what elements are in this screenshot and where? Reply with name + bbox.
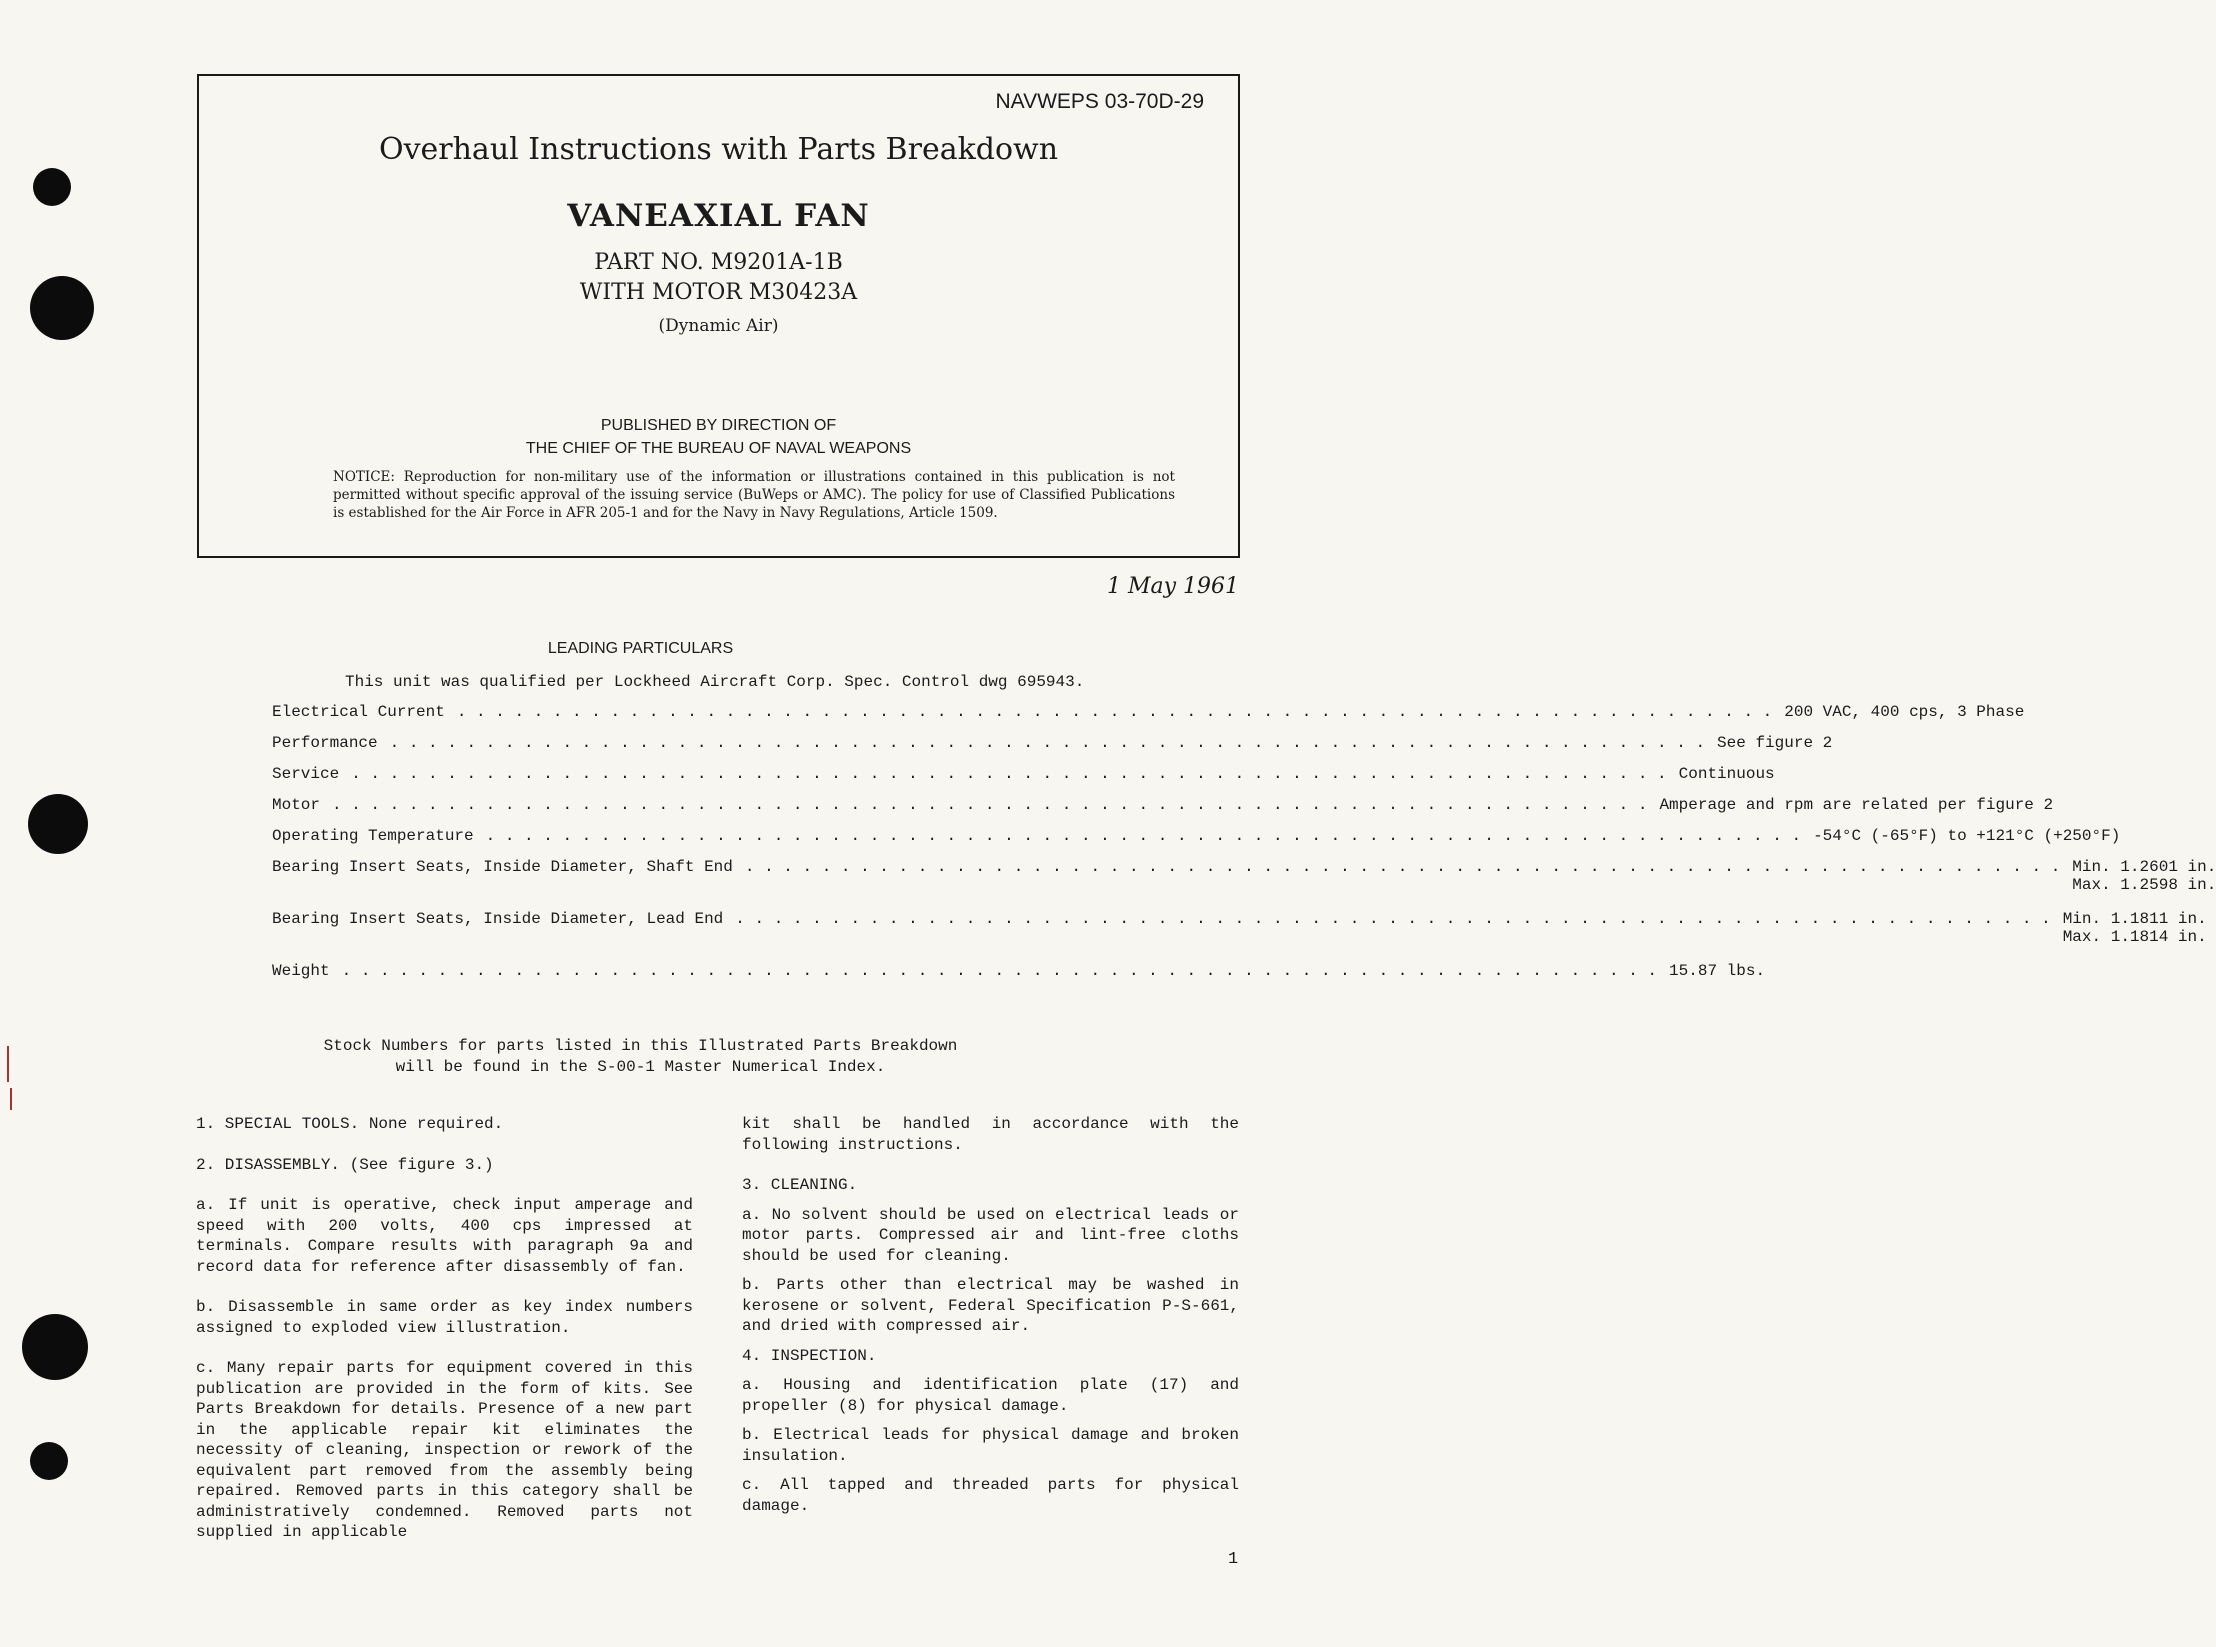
left-column (196, 1114, 693, 1563)
min-value: Min. 1.1811 in. (2062, 910, 2207, 928)
section-cleaning: 3. CLEANING. (742, 1176, 858, 1194)
paragraph-2c-continued: kit shall be handled in accordance with the following instructions. (742, 1115, 1239, 1154)
particulars-row (272, 796, 2054, 827)
publication-line: THE CHIEF OF THE BUREAU OF NAVAL WEAPONS (525, 440, 912, 457)
particulars-row (272, 734, 1833, 765)
section-special-tools: 1. SPECIAL TOOLS. None required. (196, 1115, 504, 1133)
particular-label: Electrical Current (272, 703, 445, 721)
paragraph-2b: b. Disassemble in same order as key index numbers assigned to exploded view illustration. (196, 1298, 693, 1337)
leader-dots: . . . . . . . . . . . . . . . . . . . . . . . . . . . . . . . . . . . . . . . . . . . . . . . . . . . . . . . . . . . . . . . . . . . . . (351, 765, 1667, 783)
binder-hole (33, 168, 71, 206)
particular-value: -54°C (-65°F) to +121°C (+250°F) (1813, 827, 2121, 845)
leader-dots: . . . . . . . . . . . . . . . . . . . . . . . . . . . . . . . . . . . . . . . . . . . . . . . . . . . . . . . . . . . . . . . . . . . . . (485, 827, 1802, 845)
particular-value: 200 VAC, 400 cps, 3 Phase (1784, 703, 2025, 721)
particular-label: Bearing Insert Seats, Inside Diameter, Lead End (272, 910, 724, 928)
particular-value: Amperage and rpm are related per figure 2 (1659, 796, 2054, 814)
binder-hole (30, 1442, 68, 1480)
leader-dots: . . . . . . . . . . . . . . . . . . . . . . . . . . . . . . . . . . . . . . . . . . . . . . . . . . . . . . . . . . . . . . . . . . . . . (389, 734, 1706, 752)
product-name: VANEAXIAL FAN (567, 198, 870, 234)
leading-particulars-heading: LEADING PARTICULARS (547, 640, 734, 657)
qualification-statement: This unit was qualified per Lockheed Aircraft Corp. Spec. Control dwg 695943. (345, 673, 1085, 691)
particular-label: Performance (272, 734, 378, 752)
particular-value: See figure 2 (1717, 734, 1833, 752)
leader-dots: . . . . . . . . . . . . . . . . . . . . . . . . . . . . . . . . . . . . . . . . . . . . . . . . . . . . . . . . . . . . . . . . . . . . . (456, 703, 1773, 721)
particular-label: Bearing Insert Seats, Inside Diameter, Shaft End (272, 858, 733, 876)
particulars-row (272, 858, 2216, 910)
leader-dots: . . . . . . . . . . . . . . . . . . . . . . . . . . . . . . . . . . . . . . . . . . . . . . . . . . . . . . . . . . . . . . . . . . . . . (341, 962, 1658, 980)
particulars-row (272, 827, 2121, 858)
section-disassembly: 2. DISASSEMBLY. (See figure 3.) (196, 1155, 494, 1174)
particulars-row (272, 765, 1775, 796)
paragraph-4a: a. Housing and identification plate (17) and propeller (8) for physical damage. (742, 1376, 1239, 1415)
particular-label: Motor (272, 796, 321, 814)
manufacturer: (Dynamic Air) (658, 316, 779, 336)
right-column (742, 1114, 1239, 1525)
title-block (197, 74, 1240, 558)
paragraph-2a: a. If unit is operative, check input amperage and speed with 200 volts, 400 cps impressed at terminals. Compare results with paragraph 9a and record data for reference after disassembly of fan. (196, 1196, 693, 1276)
stock-note-line: will be found in the S-00-1 Master Numerical Index. (395, 1058, 886, 1076)
margin-mark (10, 1088, 12, 1110)
binder-hole (30, 276, 94, 340)
paragraph-3b: b. Parts other than electrical may be washed in kerosene or solvent, Federal Specification P-S-661, and dried with compressed air. (742, 1276, 1239, 1335)
paragraph-2c: c. Many repair parts for equipment covered in this publication are provided in the form of kits. See Parts Breakdown for details. Presence of a new part in the applicable repair kit eliminates the necessity of cleaning, inspection or rework of the equivalent part removed from the assembly being repaired. Removed parts in this category shall be administratively condemned. Removed parts not supplied in applicable (196, 1359, 693, 1541)
particular-label: Operating Temperature (272, 827, 474, 845)
binder-hole (28, 794, 88, 854)
particular-value: 15.87 lbs. (1669, 962, 1766, 980)
section-inspection: 4. INSPECTION. (742, 1346, 877, 1365)
paragraph-4b: b. Electrical leads for physical damage and broken insulation. (742, 1426, 1239, 1465)
particulars-row (272, 910, 2207, 962)
particulars-table (272, 703, 2216, 993)
document-title: Overhaul Instructions with Parts Breakdown (378, 132, 1059, 167)
stock-note-line: Stock Numbers for parts listed in this Illustrated Parts Breakdown (323, 1037, 958, 1055)
paragraph-3a: a. No solvent should be used on electrical leads or motor parts. Compressed air and lint-free cloths should be used for cleaning. (742, 1205, 1239, 1265)
particular-value (2072, 858, 2216, 894)
particular-value: Continuous (1678, 765, 1775, 783)
particulars-row (272, 962, 1766, 993)
binder-hole (22, 1314, 88, 1380)
max-value: Max. 1.1814 in. (2062, 928, 2207, 946)
page-number: 1 (1228, 1550, 1239, 1569)
particular-label: Weight (272, 962, 330, 980)
publication-date: 1 May 1961 (1106, 574, 1239, 599)
paragraph-4c: c. All tapped and threaded parts for physical damage. (742, 1476, 1239, 1515)
particulars-row (272, 703, 2025, 734)
stock-number-note (0, 1036, 1281, 1078)
leader-dots: . . . . . . . . . . . . . . . . . . . . . . . . . . . . . . . . . . . . . . . . . . . . . . . . . . . . . . . . . . . . . . . . . . . . . (735, 910, 2051, 928)
leader-dots: . . . . . . . . . . . . . . . . . . . . . . . . . . . . . . . . . . . . . . . . . . . . . . . . . . . . . . . . . . . . . . . . . . . . . (332, 796, 1648, 814)
motor-number: WITH MOTOR M30423A (579, 280, 858, 305)
min-value: Min. 1.2601 in. (2072, 858, 2216, 876)
leader-dots: . . . . . . . . . . . . . . . . . . . . . . . . . . . . . . . . . . . . . . . . . . . . . . . . . . . . . . . . . . . . . . . . . . . . . (744, 858, 2061, 876)
particular-value (2063, 910, 2207, 946)
notice-text: NOTICE: Reproduction for non-military use of the information or illustrations contained in this publication is not permitted without specific approval of the issuing service (BuWeps or AMC). The policy for use of Classified Publications is established for the Air Force in AFR 205-1 and for the Navy in Navy Regulations, Article 1509. (333, 469, 1175, 521)
document-number: NAVWEPS 03-70D-29 (995, 90, 1204, 113)
particular-label: Service (272, 765, 340, 783)
part-number: PART NO. M9201A-1B (594, 250, 843, 275)
publication-authority (199, 414, 1238, 460)
publication-line: PUBLISHED BY DIRECTION OF (600, 417, 837, 434)
max-value: Max. 1.2598 in. (2072, 876, 2216, 894)
